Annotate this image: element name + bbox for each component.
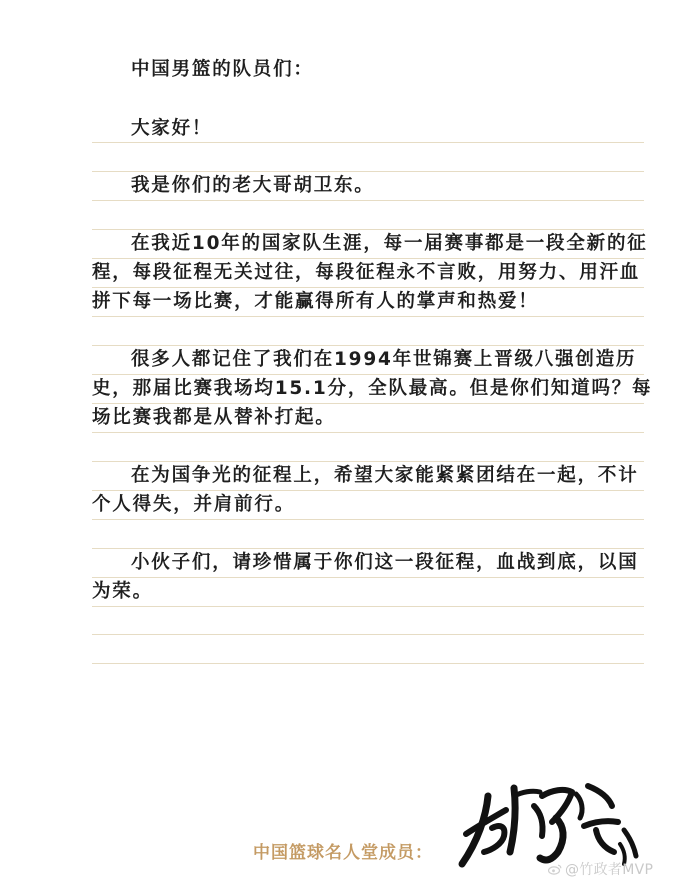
ruled-line: [92, 634, 644, 635]
letter-greeting: 中国男篮的队员们：: [131, 59, 314, 80]
signature-label: 中国篮球名人堂成员：: [253, 843, 433, 863]
paragraph-2-line-2: 史，那届比赛我场均15.1分，全队最高。但是你们知道吗？每: [92, 378, 653, 399]
ruled-line: [92, 519, 644, 520]
paragraph-3-line-2: 个人得失，并肩前行。: [92, 494, 296, 515]
paragraph-1-line-3: 拼下每一场比赛，才能赢得所有人的掌声和热爱！: [92, 291, 539, 312]
letter-intro: 我是你们的老大哥胡卫东。: [131, 175, 375, 196]
ruled-line: [92, 432, 644, 433]
handwritten-signature: [448, 766, 648, 876]
paragraph-1-line-1: 在我近10年的国家队生涯，每一届赛事都是一段全新的征: [131, 233, 648, 254]
ruled-line: [92, 663, 644, 664]
paragraph-2-line-1: 很多人都记住了我们在1994年世锦赛上晋级八强创造历: [131, 349, 637, 370]
paragraph-4-line-1: 小伙子们，请珍惜属于你们这一段征程，血战到底，以国: [131, 552, 639, 573]
letter-salutation: 大家好！: [131, 118, 213, 139]
paragraph-3-line-1: 在为国争光的征程上，希望大家能紧紧团结在一起，不计: [131, 465, 639, 486]
watermark-text: @竹政者MVP: [565, 862, 654, 878]
watermark: [548, 861, 653, 879]
paragraph-4-line-2: 为荣。: [92, 581, 153, 602]
paragraph-2-line-3: 场比赛我都是从替补打起。: [92, 407, 336, 428]
ruled-line: [92, 316, 644, 317]
ruled-line: [92, 200, 644, 201]
paragraph-1-line-2: 程，每段征程无关过往，每段征程永不言败，用努力、用汗血: [92, 262, 641, 283]
ruled-line: [92, 606, 644, 607]
weibo-icon: [548, 863, 562, 875]
